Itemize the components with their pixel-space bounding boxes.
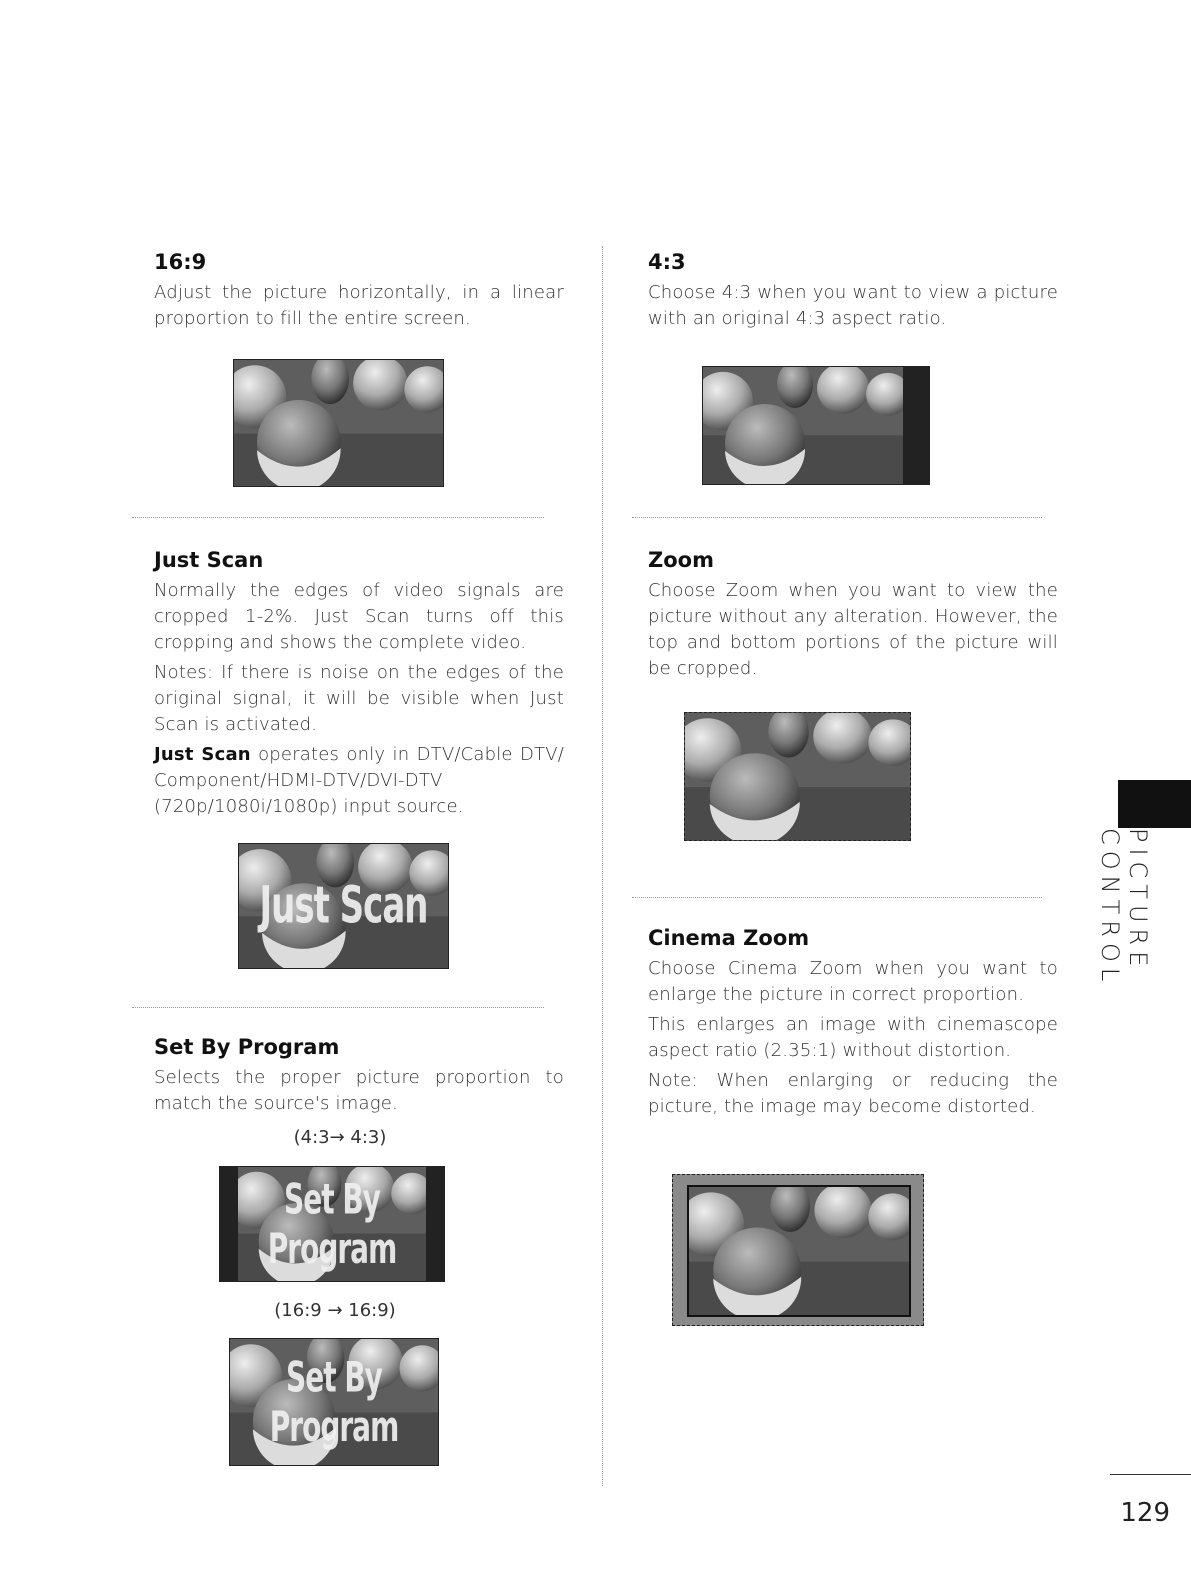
page-number-rule xyxy=(1110,1474,1191,1475)
section-divider xyxy=(632,897,1042,898)
picture-16-9 xyxy=(233,359,444,487)
section-16-9 xyxy=(154,250,564,332)
picture-zoom xyxy=(684,712,911,841)
note-paragraph: Note: When enlarging or reducing the picture, the image may become distorted. xyxy=(648,1070,1058,1117)
section-set-by-program xyxy=(154,1035,564,1117)
page-number: 129 xyxy=(1120,1498,1170,1528)
section-zoom xyxy=(648,548,1058,682)
image-overlay-text: Set By Program xyxy=(269,1352,399,1452)
caption-16-9: (16:9 → 16:9) xyxy=(274,1300,396,1321)
section-divider xyxy=(132,1007,544,1008)
section-heading: Set By Program xyxy=(154,1035,340,1059)
picture-set-by-program-16-9 xyxy=(229,1338,439,1466)
caption-4-3: (4:3→ 4:3) xyxy=(293,1127,387,1148)
paragraph xyxy=(154,742,564,820)
section-heading: Zoom xyxy=(648,548,714,572)
paragraph: Choose Cinema Zoom when you want to enlarge the picture in correct proportion. xyxy=(648,958,1058,1005)
image-overlay-text: Just Scan xyxy=(259,876,428,936)
section-description: Selects the proper picture proportion to match the source's image. xyxy=(154,1067,564,1114)
section-divider xyxy=(132,517,544,518)
paragraph: This enlarges an image with cinemascope aspect ratio (2.35:1) without distortion. xyxy=(648,1014,1058,1061)
section-heading: 4:3 xyxy=(648,250,686,274)
image-overlay-text: Set By Program xyxy=(267,1174,397,1274)
section-description: Choose Zoom when you want to view the picture without any alteration. However, the top and bottom portions of the picture will be cropped. xyxy=(648,580,1058,679)
picture-set-by-program-4-3 xyxy=(219,1166,445,1282)
section-heading: Cinema Zoom xyxy=(648,926,810,950)
picture-4-3 xyxy=(702,366,930,485)
section-heading: Just Scan xyxy=(154,548,264,572)
section-divider xyxy=(632,517,1042,518)
section-cinema-zoom xyxy=(648,926,1058,1120)
picture-just-scan xyxy=(238,843,449,969)
note-paragraph: Notes: If there is noise on the edges of the original signal, it will be visible when Just Scan is activated. xyxy=(154,662,564,735)
section-4-3 xyxy=(648,250,1058,332)
section-description: Adjust the picture horizontally, in a linear proportion to fill the entire screen. xyxy=(154,282,564,329)
chapter-tab-marker xyxy=(1118,780,1191,828)
section-heading: 16:9 xyxy=(154,250,207,274)
column-divider xyxy=(602,246,603,1486)
paragraph-rest: operates only in DTV/Cable DTV/ Component/HDMI-DTV/DVI-DTV (720p/1080i/1080p) input source. xyxy=(154,744,564,817)
section-description: Choose 4:3 when you want to view a picture with an original 4:3 aspect ratio. xyxy=(648,282,1058,329)
paragraph: Normally the edges of video signals are cropped 1-2%. Just Scan turns off this cropping and shows the complete video. xyxy=(154,580,564,653)
bold-term: Just Scan xyxy=(154,744,251,765)
section-just-scan xyxy=(154,548,564,820)
chapter-label: PICTURE CONTROL xyxy=(1096,828,1152,988)
picture-cinema-zoom xyxy=(672,1174,924,1326)
